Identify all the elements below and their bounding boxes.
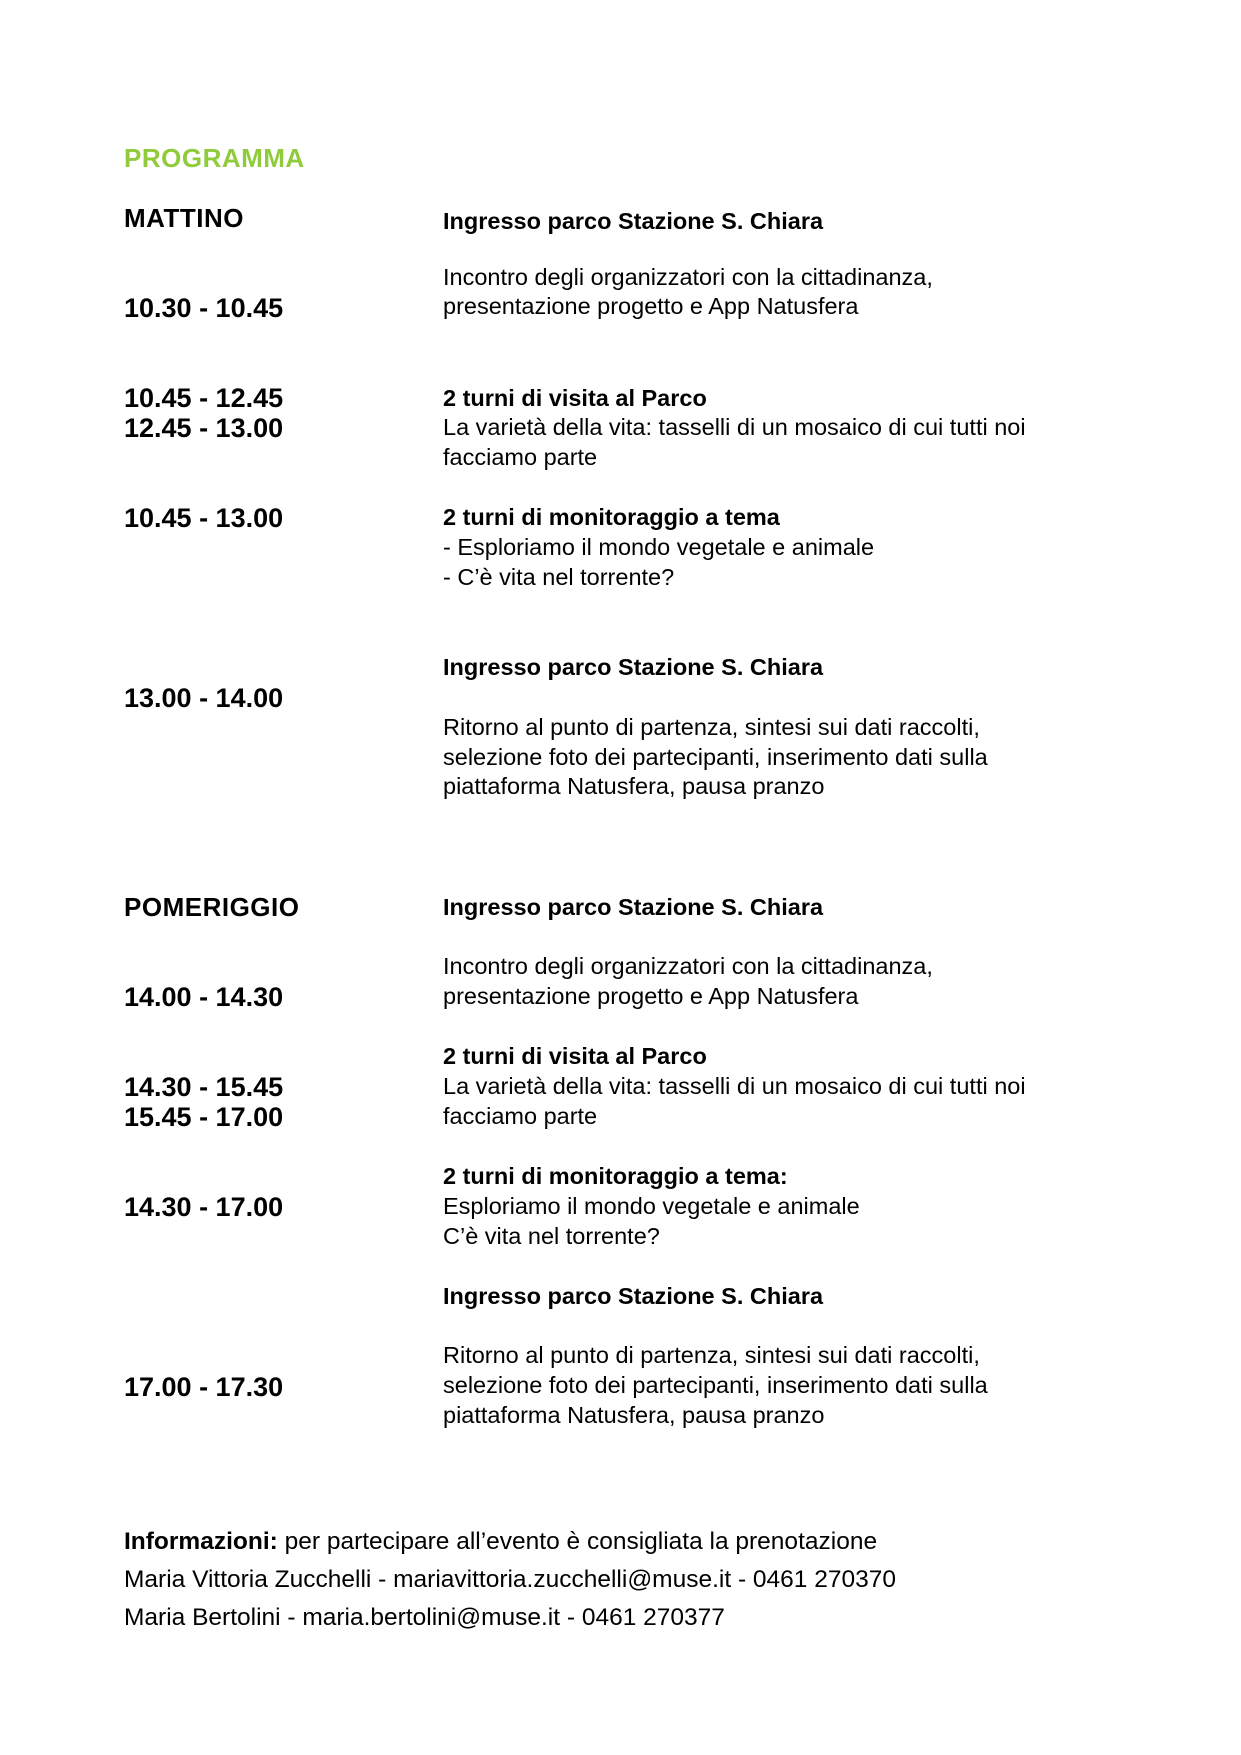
mattino-time-5: 13.00 - 14.00: [124, 683, 284, 713]
mattino-venue-1: Ingresso parco Stazione S. Chiara: [443, 208, 824, 234]
info-text: per partecipare all’evento è consigliata la prenotazione: [277, 1528, 878, 1555]
mattino-monitor-line-1: - Esploriamo il mondo vegetale e animale: [443, 534, 875, 560]
mattino-time-4: 10.45 - 13.00: [124, 503, 284, 533]
pomeriggio-time-2: 14.30 - 15.45: [124, 1072, 284, 1102]
pomeriggio-monitor-title: 2 turni di monitoraggio a tema:: [443, 1163, 788, 1189]
pomeriggio-visit-line-1: La varietà della vita: tasselli di un mosaico di cui tutti noi: [443, 1073, 1026, 1099]
pomeriggio-visit-line-2: facciamo parte: [443, 1103, 598, 1129]
pomeriggio-time-4: 14.30 - 17.00: [124, 1192, 284, 1222]
pomeriggio-time-5: 17.00 - 17.30: [124, 1372, 284, 1402]
mattino-return-line-1: Ritorno al punto di partenza, sintesi sui dati raccolti,: [443, 714, 980, 740]
contact-zucchelli: Maria Vittoria Zucchelli - mariavittoria.zucchelli@muse.it - 0461 270370: [124, 1566, 896, 1593]
mattino-time-2: 10.45 - 12.45: [124, 383, 284, 413]
contact-bertolini: Maria Bertolini - maria.bertolini@muse.it - 0461 270377: [124, 1604, 725, 1631]
pomeriggio-return-line-1: Ritorno al punto di partenza, sintesi sui dati raccolti,: [443, 1342, 980, 1368]
mattino-visit-title: 2 turni di visita al Parco: [443, 385, 707, 411]
mattino-heading: MATTINO: [124, 203, 244, 233]
info-line: [124, 1528, 877, 1556]
pomeriggio-visit-title: 2 turni di visita al Parco: [443, 1043, 707, 1069]
pomeriggio-heading: POMERIGGIO: [124, 892, 300, 922]
pomeriggio-monitor-line-2: C’è vita nel torrente?: [443, 1223, 660, 1249]
pomeriggio-time-1: 14.00 - 14.30: [124, 982, 284, 1012]
mattino-venue-2: Ingresso parco Stazione S. Chiara: [443, 654, 824, 680]
mattino-visit-line-1: La varietà della vita: tasselli di un mosaico di cui tutti noi: [443, 414, 1026, 440]
pomeriggio-time-3: 15.45 - 17.00: [124, 1102, 284, 1132]
info-label: Informazioni:: [124, 1528, 278, 1555]
mattino-return-line-2: selezione foto dei partecipanti, inserimento dati sulla: [443, 744, 988, 770]
pomeriggio-return-line-3: piattaforma Natusfera, pausa pranzo: [443, 1402, 825, 1428]
mattino-intro-line-1: Incontro degli organizzatori con la cittadinanza,: [443, 264, 933, 290]
pomeriggio-intro-line-1: Incontro degli organizzatori con la cittadinanza,: [443, 953, 933, 979]
pomeriggio-return-line-2: selezione foto dei partecipanti, inserimento dati sulla: [443, 1372, 988, 1398]
mattino-monitor-title: 2 turni di monitoraggio a tema: [443, 504, 780, 530]
pomeriggio-monitor-line-1: Esploriamo il mondo vegetale e animale: [443, 1193, 860, 1219]
mattino-visit-line-2: facciamo parte: [443, 444, 598, 470]
mattino-intro-line-2: presentazione progetto e App Natusfera: [443, 293, 859, 319]
mattino-time-3: 12.45 - 13.00: [124, 413, 284, 443]
pomeriggio-venue-1: Ingresso parco Stazione S. Chiara: [443, 894, 824, 920]
pomeriggio-venue-2: Ingresso parco Stazione S. Chiara: [443, 1283, 824, 1309]
mattino-time-1: 10.30 - 10.45: [124, 293, 284, 323]
mattino-return-line-3: piattaforma Natusfera, pausa pranzo: [443, 773, 825, 799]
programma-heading: PROGRAMMA: [124, 143, 305, 173]
pomeriggio-intro-line-2: presentazione progetto e App Natusfera: [443, 983, 859, 1009]
mattino-monitor-line-2: - C’è vita nel torrente?: [443, 564, 675, 590]
